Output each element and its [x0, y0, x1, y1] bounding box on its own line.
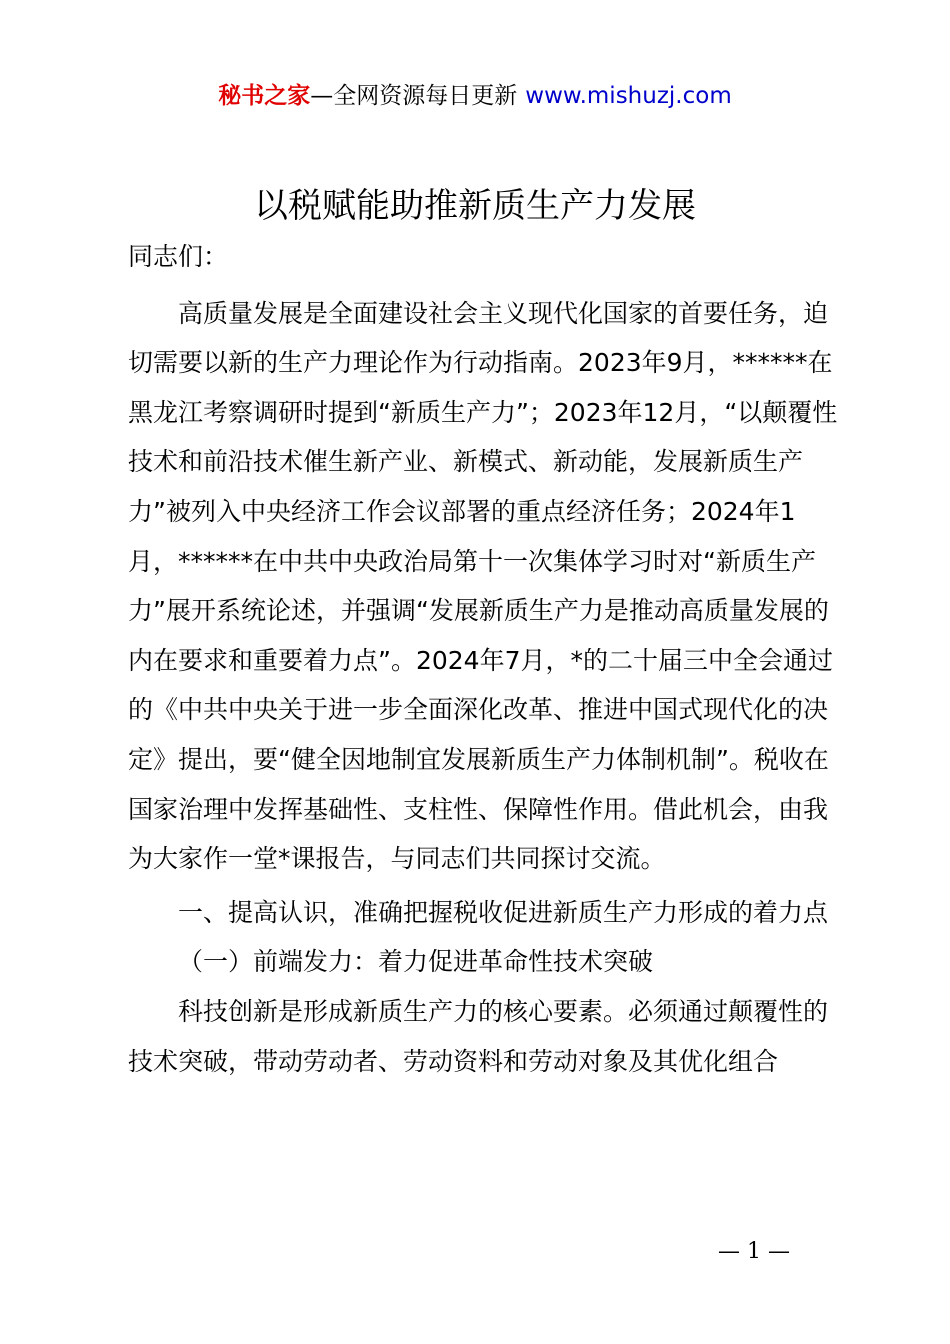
site-banner: [0, 80, 950, 112]
document-title: 以税赋能助推新质生产力发展: [254, 186, 696, 226]
page-number: — 1 —: [718, 1239, 790, 1264]
site-url-link[interactable]: www.mishuzj.com: [525, 83, 732, 109]
document-body: [128, 232, 838, 1086]
site-brand: 秘书之家: [218, 83, 311, 109]
body-paragraph: 科技创新是形成新质生产力的核心要素。必须通过颠覆性的技术突破，带动劳动者、劳动资料和劳动对象及其优化组合: [128, 996, 829, 1076]
salutation: 同志们：: [128, 242, 229, 271]
subsection-heading: （一）前端发力：着力促进革命性技术突破: [178, 947, 654, 977]
site-slogan: —全网资源每日更新: [310, 83, 518, 109]
body-paragraph: 高质量发展是全面建设社会主义现代化国家的首要任务，迫切需要以新的生产力理论作为行动指南。2023年9月，******在黑龙江考察调研时提到“新质生产力”；2023年12月，“以颠覆性技术和前沿技术催生新产业、新模式、新动能，发展新质生产力”被列入中央经济工作会议部署的重点经济任务；2024年1月，******在中共中央政治局第十一次集体学习时对“新质生产力”展开系统论述，并强调“发展新质生产力是推动高质量发展的内在要求和重要着力点”。2024年7月，*的二十届三中全会通过的《中共中央关于进一步全面深化改革、推进中国式现代化的决定》提出，要“健全因地制宜发展新质生产力体制机制”。税收在国家治理中发挥基础性、支柱性、保障性作用。借此机会，由我为大家作一堂*课报告，与同志们共同探讨交流。: [128, 298, 838, 874]
section-heading: 一、提高认识，准确把握税收促进新质生产力形成的着力点: [178, 897, 829, 927]
